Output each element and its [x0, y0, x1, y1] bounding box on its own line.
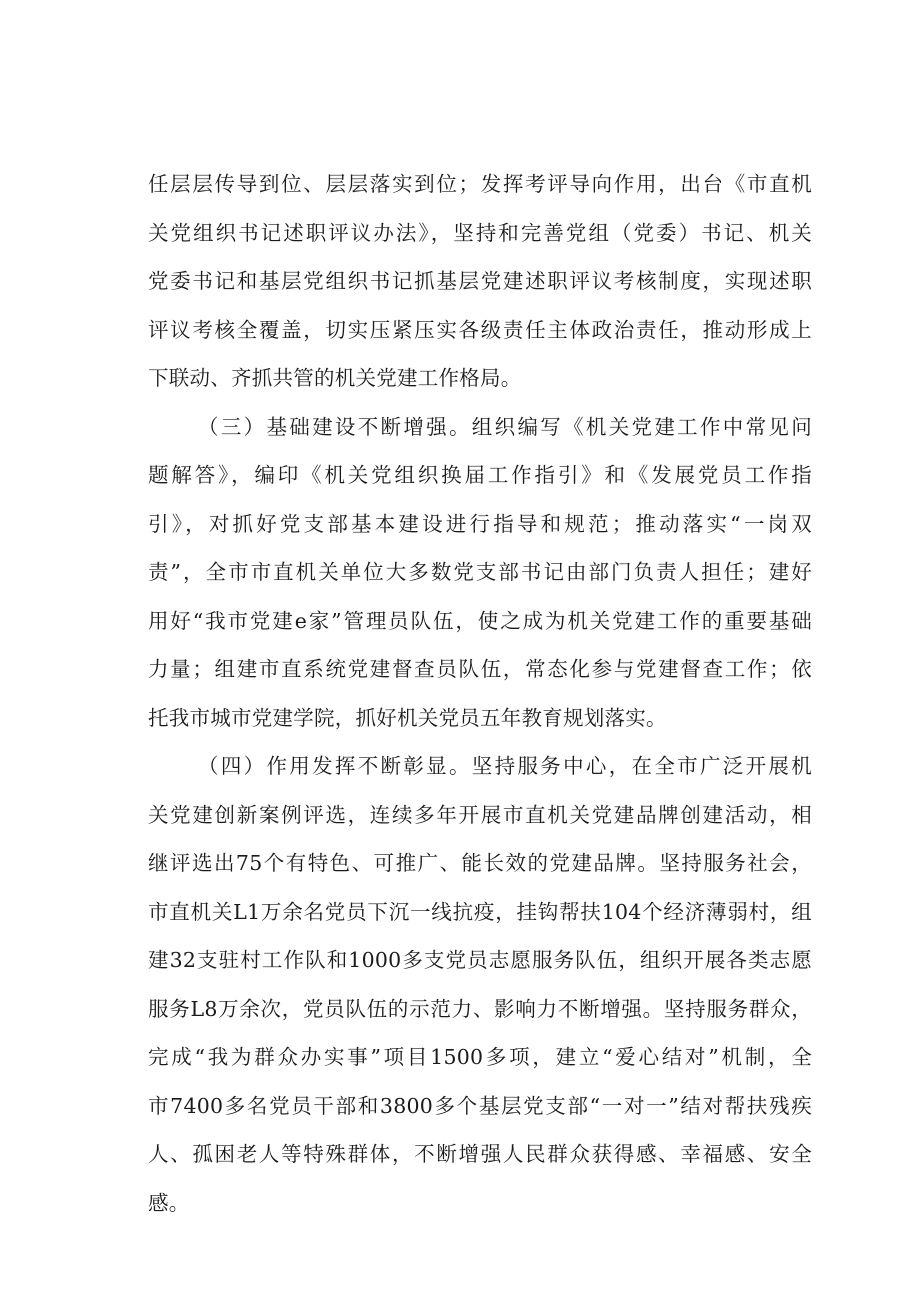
- body-text: [148, 160, 812, 1227]
- text-line: 感。: [148, 1190, 190, 1215]
- text-line: 责”，全市市直机关单位大多数党支部书记由部门负责人担任；建好: [148, 560, 812, 584]
- text-line: 继评选出75个有特色、可推广、能长效的党建品牌。坚持服务社会，: [148, 851, 812, 875]
- section-heading-line: （三）基础建设不断增强。组织编写《机关党建工作中常见问: [198, 414, 812, 439]
- text-line: 评议考核全覆盖，切实压紧压实各级责任主体政治责任，推动形成上: [148, 317, 812, 342]
- text-line: 党委书记和基层党组织书记抓基层党建述职评议考核制度，实现述职: [148, 269, 812, 293]
- text-line: 用好“我市党建e家”管理员队伍，使之成为机关党建工作的重要基础: [148, 608, 812, 633]
- text-line: 关党组织书记述职评议办法》，坚持和完善党组（党委）书记、机关: [148, 220, 812, 245]
- text-line: 市7400多名党员干部和3800多个基层党支部“一对一”结对帮扶残疾: [148, 1093, 812, 1118]
- text-line: 完成“我为群众办实事”项目1500多项，建立“爱心结对”机制，全: [148, 1045, 812, 1069]
- section-heading-line: （四）作用发挥不断彰显。坚持服务中心，在全市广泛开展机: [198, 754, 812, 778]
- text-line: 托我市城市党建学院，抓好机关党员五年教育规划落实。: [148, 705, 667, 730]
- text-line: 题解答》，编印《机关党组织换届工作指引》和《发展党员工作指: [148, 463, 812, 487]
- text-line: 力量；组建市直系统党建督查员队伍，常态化参与党建督查工作；依: [148, 657, 812, 681]
- text-line: 建32支驻村工作队和1000多支党员志愿服务队伍，组织开展各类志愿: [148, 948, 812, 972]
- text-line: 市直机关L1万余名党员下沉一线抗疫，挂钩帮扶104个经济薄弱村，组: [148, 899, 812, 924]
- text-line: 下联动、齐抓共管的机关党建工作格局。: [148, 366, 522, 390]
- text-line: 服务L8万余次，党员队伍的示范力、影响力不断增强。坚持服务群众，: [148, 996, 812, 1021]
- text-line: 引》，对抓好党支部基本建设进行指导和规范；推动落实“一岗双: [148, 511, 812, 536]
- text-line: 人、孤困老人等特殊群体，不断增强人民群众获得感、幸福感、安全: [148, 1142, 812, 1166]
- text-line: 任层层传导到位、层层落实到位；发挥考评导向作用，出台《市直机: [148, 172, 812, 196]
- text-line: 关党建创新案例评选，连续多年开展市直机关党建品牌创建活动，相: [148, 802, 812, 827]
